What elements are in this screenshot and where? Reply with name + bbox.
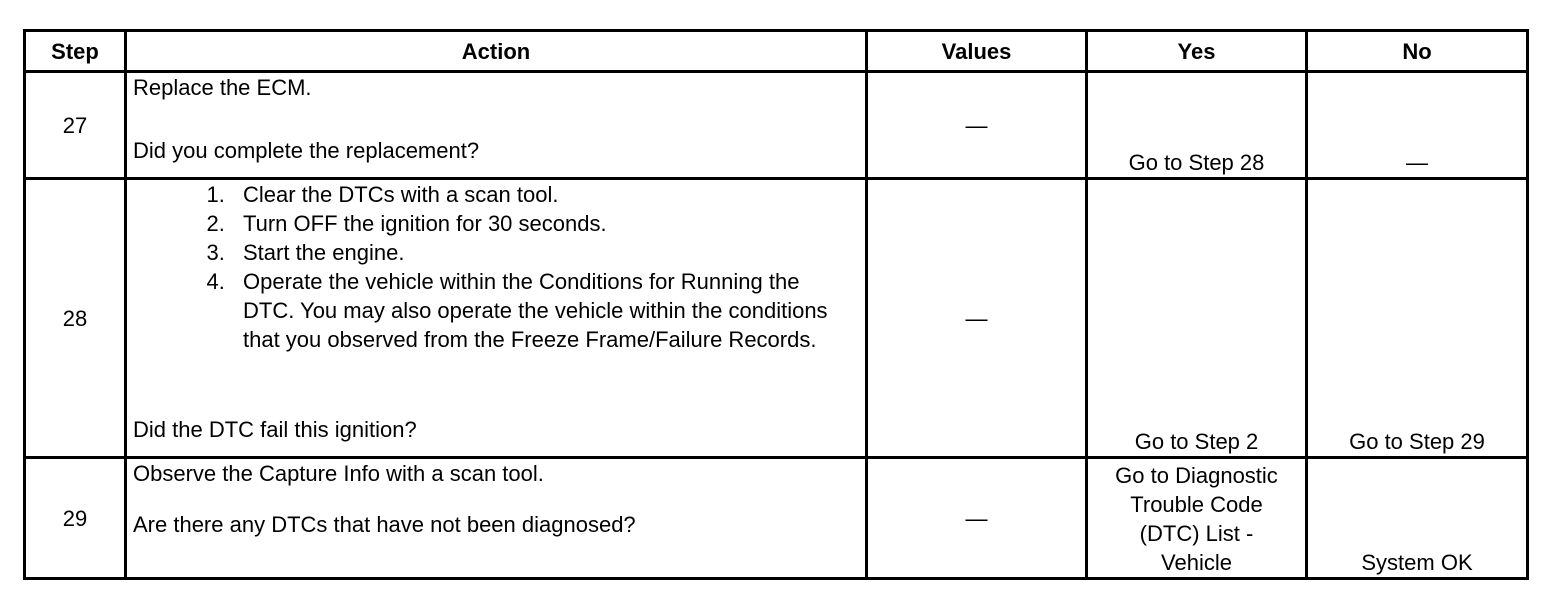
header-step: Step	[25, 31, 126, 72]
step-number: 28	[25, 179, 126, 458]
table-row	[25, 72, 1528, 179]
list-item: 3. Start the engine.	[231, 238, 831, 267]
values-cell: —	[867, 179, 1087, 458]
header-action: Action	[126, 31, 867, 72]
yes-cell: Go to Diagnostic Trouble Code (DTC) List - Vehicle	[1087, 458, 1307, 579]
step-number: 29	[25, 458, 126, 579]
values-cell: —	[867, 458, 1087, 579]
list-item: 2. Turn OFF the ignition for 30 seconds.	[231, 209, 831, 238]
header-row	[25, 31, 1528, 72]
diagnostic-table	[23, 29, 1529, 580]
list-item: 4. Operate the vehicle within the Conditions for Running the DTC. You may also operate the vehicle within the conditions that you observed from the Freeze Frame/Failure Records.	[231, 267, 831, 354]
action-cell	[126, 72, 867, 179]
action-cell	[126, 179, 867, 458]
yes-cell: Go to Step 2	[1087, 179, 1307, 458]
table-row	[25, 179, 1528, 458]
action-intro: Observe the Capture Info with a scan tool.	[133, 461, 544, 486]
action-question: Are there any DTCs that have not been diagnosed?	[133, 512, 636, 537]
action-question: Did you complete the replacement?	[133, 138, 480, 163]
yes-cell: Go to Step 28	[1087, 72, 1307, 179]
procedure-list	[133, 180, 831, 354]
no-cell: Go to Step 29	[1307, 179, 1528, 458]
action-cell	[126, 458, 867, 579]
header-no: No	[1307, 31, 1528, 72]
list-item: 1. Clear the DTCs with a scan tool.	[231, 180, 831, 209]
no-cell: System OK	[1307, 458, 1528, 579]
no-cell: —	[1307, 72, 1528, 179]
header-values: Values	[867, 31, 1087, 72]
header-yes: Yes	[1087, 31, 1307, 72]
step-number: 27	[25, 72, 126, 179]
action-intro: Replace the ECM.	[133, 75, 312, 100]
table-row	[25, 458, 1528, 579]
action-question: Did the DTC fail this ignition?	[133, 417, 417, 442]
values-cell: —	[867, 72, 1087, 179]
